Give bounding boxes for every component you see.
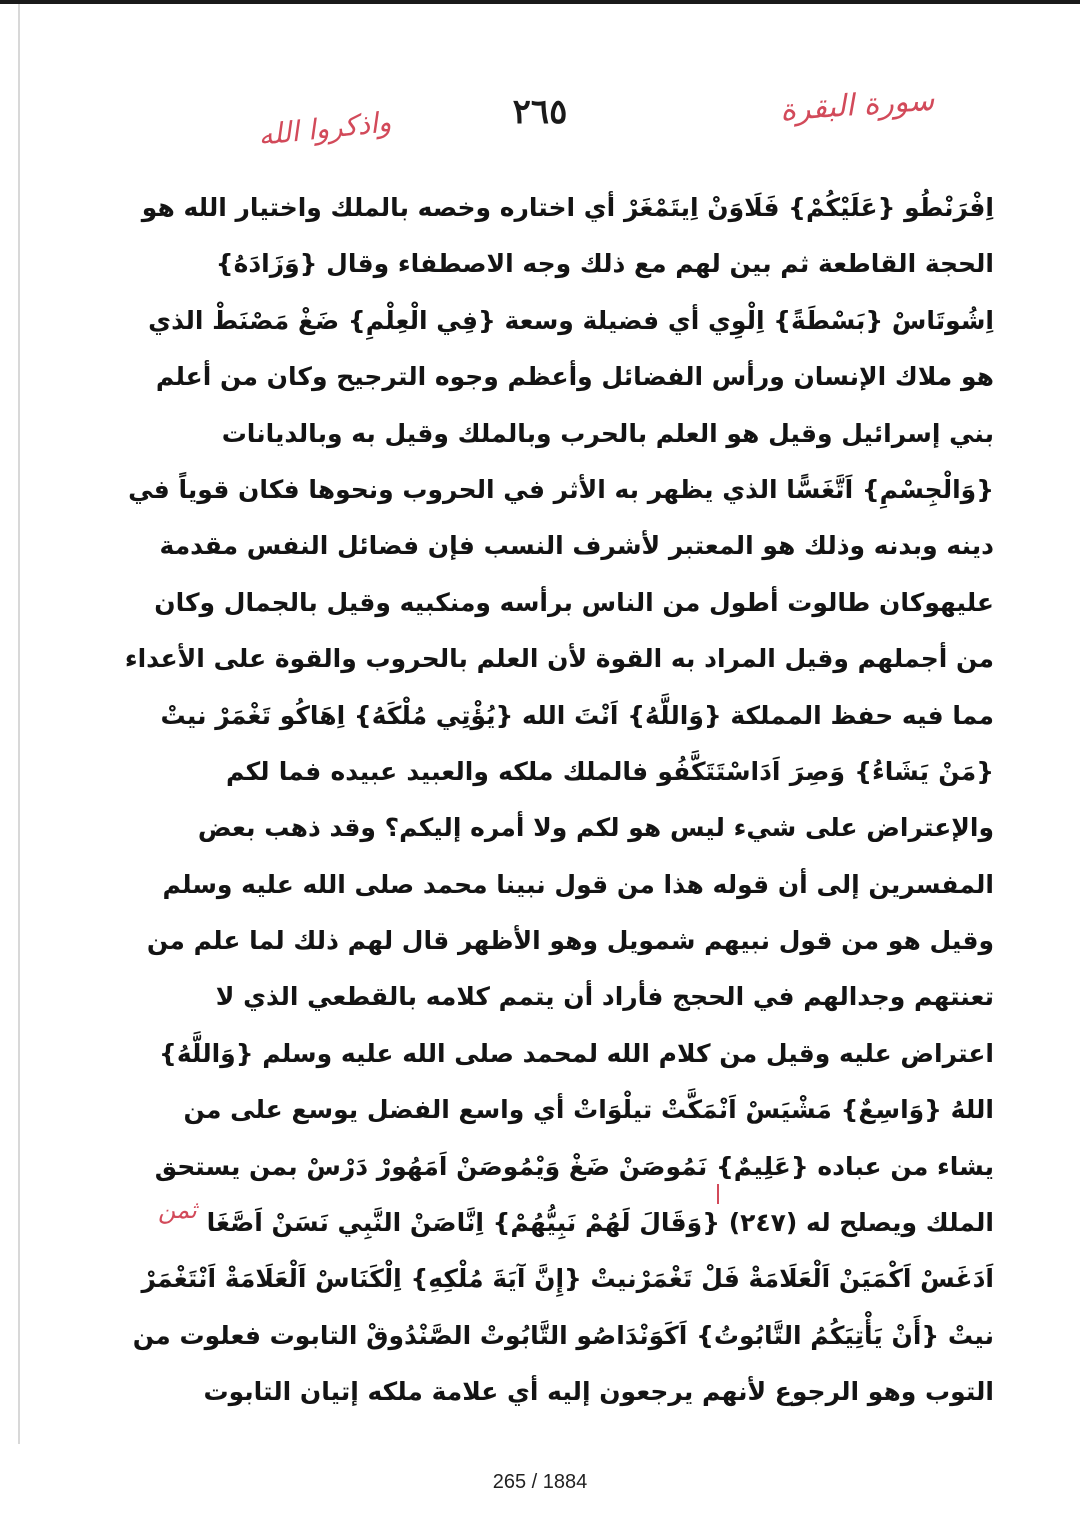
text-line: اِفْرَنْطُو {عَلَيْكُمْ} فَلَاوَنْ اِيتَمْغَرْ أي اختاره وخصه بالملك واختيار الله هو: [141, 193, 994, 222]
text-line: بني إسرائيل وقيل هو العلم بالحرب وبالملك وقيل به وبالديانات: [221, 418, 994, 448]
text-line: اَدَغَسْ اَكْمَيَنْ اَلْعَلَامَةْ فَلْ تَغْمَرْنيتْ {إِنَّ آيَةَ مُلْكِهِ} اِلْكَنَاسْ اَلْعَلَامَةْ اَنْتَغْمَرْ: [141, 1264, 994, 1294]
scan-top-edge: [0, 0, 1080, 4]
text-line: هو ملاك الإنسان ورأس الفضائل وأعظم وجوه الترجيح وكان من أعلم: [155, 362, 994, 392]
surah-handwritten-note: سورة البقرة: [778, 82, 936, 129]
correction-mark: [717, 1184, 719, 1204]
text-line: الملك ويصلح له (٢٤٧) {وَقَالَ لَهُمْ نَبِيُّهُمْ} اِنَّاصَنْ النَّبِي نَسَنْ اَصَّغَا: [206, 1208, 994, 1238]
page-number: ٢٦٥: [512, 92, 568, 132]
text-line: مما فيه حفظ المملكة {وَاللَّهُ} اَنْتَ الله {يُؤْتِي مُلْكَهُ} اِهَاكُو تَغْمَرْ نيتْ: [160, 700, 994, 730]
text-line: وقيل هو من قول نبيهم شمويل وهو الأظهر قال لهم ذلك لما علم من: [146, 926, 994, 956]
text-line: دينه وبدنه وذلك هو المعتبر لأشرف النسب فإن فضائل النفس مقدمة: [159, 531, 994, 561]
text-line: اعتراض عليه وقيل من كلام الله لمحمد صلى الله عليه وسلم {وَاللَّهُ}: [159, 1038, 994, 1068]
text-line: نيتْ {أَنْ يَأْتِيَكُمُ التَّابُوتُ} اَكَوَنْدَاصُو التَّابُوتْ الصَّنْدُوقْ التابوت فعلوت من: [132, 1320, 994, 1350]
text-line: التوب وهو الرجوع لأنهم يرجعون إليه أي علامة ملكه إتيان التابوت: [203, 1377, 994, 1407]
text-line: المفسرين إلى أن قوله هذا من قول نبينا محمد صلى الله عليه وسلم: [162, 869, 994, 899]
text-line: {وَالْجِسْمِ} اَتَّغَسًّا الذي يظهر به الأثر في الحروب ونحوها فكان قوياً في: [128, 474, 994, 504]
text-line: من أجملهم وقيل المراد به القوة لأن العلم بالحروب والقوة على الأعداء: [124, 644, 994, 674]
text-line: اِشُوتَاسْ {بَسْطَةً} اِلْوِي أي فضيلة وسعة {فِي الْعِلْمِ} ضَغْ مَصْنَطْ الذي: [148, 305, 994, 335]
text-line: تعنتهم وجدالهم في الحجج فأراد أن يتمم كلامه بالقطعي الذي لا: [215, 982, 994, 1012]
text-line: والإعتراض على شيء ليس هو لكم ولا أمره إليكم؟ وقد ذهب بعض: [197, 813, 994, 843]
handwritten-note: واذكروا الله: [256, 105, 393, 152]
scan-left-edge: [18, 4, 20, 1444]
page-counter: 265 / 1884: [492, 1471, 588, 1493]
margin-handwritten-note: ثمن: [158, 1196, 197, 1224]
text-line: يشاء من عباده {عَلِيمٌ} نَمُوصَنْ ضَغْ وَيْمُوصَنْ اَمَهُورْ دَرْسْ بمن يستحق: [154, 1151, 994, 1181]
text-line: الحجة القاطعة ثم بين لهم مع ذلك وجه الاصطفاء وقال {وَزَادَهُ}: [215, 249, 994, 279]
text-line: {مَنْ يَشَاءُ} وَصِرَ اَدَاسْتَتَكَّفُو فالملك ملكه والعبيد عبيده فما لكم: [226, 756, 994, 786]
text-line: اللهُ {وَاسِعٌ} مَشْيَسْ اَنْمَكَّتْ تيلْوَاتْ أي واسع الفضل يوسع على من: [183, 1095, 994, 1125]
text-line: عليهوكان طالوت أطول من الناس برأسه ومنكبيه وقيل بالجمال وكان: [154, 587, 994, 617]
